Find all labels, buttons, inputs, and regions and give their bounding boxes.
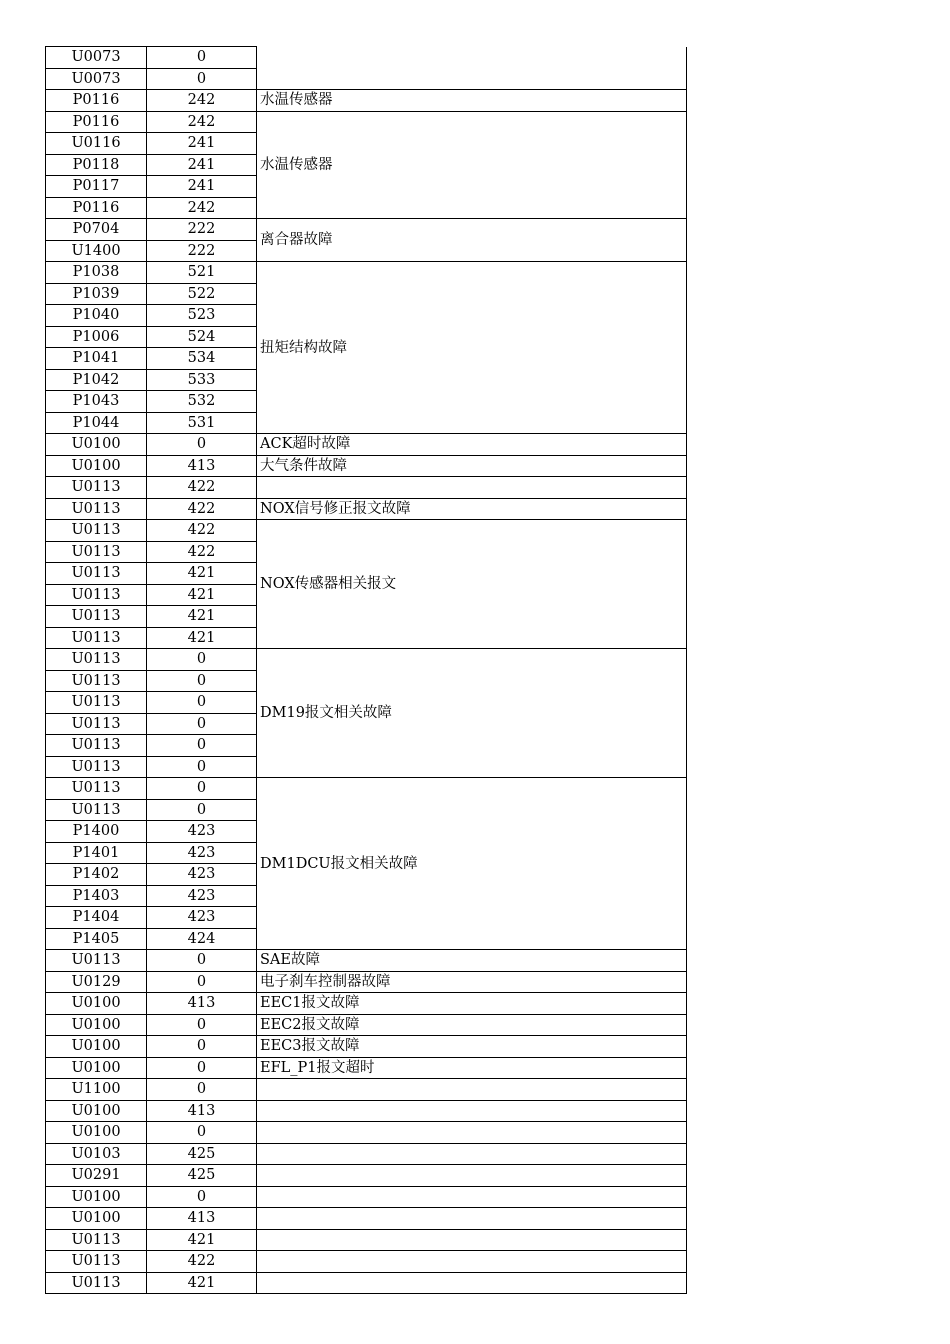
fault-code-cell: U0100 [46,1036,147,1058]
table-row [46,434,687,456]
fault-code-cell: U0113 [46,1272,147,1294]
fault-code-cell: P1042 [46,369,147,391]
fault-value-cell: 242 [147,90,257,112]
fault-code-cell: U0113 [46,541,147,563]
fault-code-cell: U0113 [46,756,147,778]
table-row [46,1229,687,1251]
table-row [46,1014,687,1036]
fault-value-cell: 422 [147,498,257,520]
fault-value-cell: 421 [147,1272,257,1294]
fault-description-cell [257,477,687,499]
table-row [46,1122,687,1144]
fault-value-cell: 424 [147,928,257,950]
fault-code-cell: P1401 [46,842,147,864]
fault-code-cell: U0113 [46,1229,147,1251]
fault-value-cell: 532 [147,391,257,413]
fault-code-cell: U0113 [46,713,147,735]
fault-code-cell: U0100 [46,434,147,456]
fault-value-cell: 425 [147,1165,257,1187]
fault-value-cell: 0 [147,799,257,821]
fault-value-cell: 422 [147,1251,257,1273]
fault-value-cell: 421 [147,1229,257,1251]
table-row [46,971,687,993]
fault-description-cell [257,47,687,90]
fault-code-cell: U0100 [46,1186,147,1208]
fault-description-cell [257,1122,687,1144]
table-row [46,649,687,671]
fault-value-cell: 423 [147,885,257,907]
fault-value-cell: 421 [147,627,257,649]
fault-value-cell: 0 [147,68,257,90]
fault-value-cell: 242 [147,111,257,133]
table-row [46,1143,687,1165]
table-row [46,47,687,69]
fault-value-cell: 0 [147,1057,257,1079]
fault-code-cell: U0113 [46,584,147,606]
fault-description-cell [257,1165,687,1187]
fault-value-cell: 423 [147,842,257,864]
fault-value-cell: 423 [147,864,257,886]
fault-description-cell: 离合器故障 [257,219,687,262]
fault-code-cell: U0100 [46,993,147,1015]
fault-code-cell: U0113 [46,1251,147,1273]
fault-value-cell: 0 [147,670,257,692]
fault-value-cell: 422 [147,520,257,542]
fault-value-cell: 422 [147,541,257,563]
fault-description-cell [257,1186,687,1208]
table-row [46,455,687,477]
fault-description-cell: 扭矩结构故障 [257,262,687,434]
fault-value-cell: 531 [147,412,257,434]
fault-code-cell: P1403 [46,885,147,907]
fault-code-cell: P0117 [46,176,147,198]
fault-code-cell: P0116 [46,111,147,133]
table-row [46,950,687,972]
table-row [46,778,687,800]
fault-code-cell: P1041 [46,348,147,370]
fault-value-cell: 0 [147,971,257,993]
fault-code-cell: P0704 [46,219,147,241]
fault-description-cell: 电子刹车控制器故障 [257,971,687,993]
table-row [46,111,687,133]
fault-value-cell: 222 [147,219,257,241]
fault-code-cell: P1043 [46,391,147,413]
fault-description-cell: ACK超时故障 [257,434,687,456]
table-row [46,520,687,542]
fault-value-cell: 0 [147,1186,257,1208]
fault-value-cell: 0 [147,47,257,69]
table-row [46,477,687,499]
fault-code-cell: U1100 [46,1079,147,1101]
fault-code-cell: P1405 [46,928,147,950]
fault-value-cell: 242 [147,197,257,219]
fault-value-cell: 534 [147,348,257,370]
fault-code-cell: U0073 [46,47,147,69]
table-row [46,1272,687,1294]
fault-description-cell: DM19报文相关故障 [257,649,687,778]
fault-code-cell: U0113 [46,735,147,757]
fault-description-cell: EEC2报文故障 [257,1014,687,1036]
fault-value-cell: 425 [147,1143,257,1165]
fault-code-cell: U0113 [46,950,147,972]
fault-code-cell: P0116 [46,197,147,219]
fault-description-cell: 大气条件故障 [257,455,687,477]
fault-value-cell: 0 [147,950,257,972]
fault-code-cell: P1400 [46,821,147,843]
fault-code-cell: P1402 [46,864,147,886]
fault-value-cell: 0 [147,1036,257,1058]
fault-code-cell: U0113 [46,692,147,714]
fault-value-cell: 413 [147,993,257,1015]
fault-description-cell: 水温传感器 [257,111,687,219]
fault-value-cell: 0 [147,692,257,714]
fault-description-cell [257,1272,687,1294]
fault-code-cell: U0103 [46,1143,147,1165]
table-row [46,219,687,241]
fault-code-cell: U1400 [46,240,147,262]
fault-code-table [45,46,687,1294]
fault-code-cell: U0113 [46,627,147,649]
fault-code-cell: U0113 [46,649,147,671]
fault-value-cell: 222 [147,240,257,262]
fault-value-cell: 423 [147,821,257,843]
fault-value-cell: 0 [147,1014,257,1036]
fault-value-cell: 0 [147,735,257,757]
fault-value-cell: 0 [147,649,257,671]
fault-code-cell: U0113 [46,520,147,542]
fault-description-cell: SAE故障 [257,950,687,972]
fault-code-cell: P1038 [46,262,147,284]
fault-value-cell: 521 [147,262,257,284]
fault-code-cell: U0100 [46,1014,147,1036]
fault-value-cell: 413 [147,455,257,477]
fault-value-cell: 423 [147,907,257,929]
fault-code-cell: U0113 [46,799,147,821]
fault-code-cell: U0073 [46,68,147,90]
fault-code-cell: U0113 [46,498,147,520]
fault-code-cell: P1006 [46,326,147,348]
fault-code-cell: P1044 [46,412,147,434]
fault-code-table-body [46,47,687,1294]
fault-code-cell: U0100 [46,1122,147,1144]
fault-value-cell: 0 [147,1122,257,1144]
fault-value-cell: 413 [147,1100,257,1122]
fault-description-cell [257,1208,687,1230]
fault-value-cell: 523 [147,305,257,327]
fault-code-cell: U0100 [46,455,147,477]
fault-description-cell [257,1100,687,1122]
fault-description-cell [257,1229,687,1251]
table-row [46,1100,687,1122]
table-row [46,993,687,1015]
table-row [46,1079,687,1101]
fault-code-cell: P1404 [46,907,147,929]
fault-value-cell: 0 [147,434,257,456]
fault-description-cell: 水温传感器 [257,90,687,112]
table-row [46,1186,687,1208]
fault-code-cell: P0116 [46,90,147,112]
fault-code-cell: U0100 [46,1208,147,1230]
fault-description-cell: NOX传感器相关报文 [257,520,687,649]
fault-value-cell: 0 [147,1079,257,1101]
fault-value-cell: 241 [147,154,257,176]
fault-value-cell: 524 [147,326,257,348]
fault-code-cell: U0113 [46,563,147,585]
fault-description-cell: DM1DCU报文相关故障 [257,778,687,950]
fault-code-cell: U0100 [46,1100,147,1122]
fault-code-cell: P1040 [46,305,147,327]
table-row [46,498,687,520]
fault-value-cell: 522 [147,283,257,305]
fault-description-cell [257,1143,687,1165]
fault-code-cell: U0116 [46,133,147,155]
fault-code-cell: U0113 [46,477,147,499]
fault-description-cell: EEC1报文故障 [257,993,687,1015]
fault-value-cell: 241 [147,133,257,155]
table-row [46,1036,687,1058]
fault-value-cell: 421 [147,606,257,628]
fault-value-cell: 422 [147,477,257,499]
fault-code-cell: U0291 [46,1165,147,1187]
fault-value-cell: 0 [147,756,257,778]
fault-description-cell [257,1079,687,1101]
fault-description-cell: EFL_P1报文超时 [257,1057,687,1079]
fault-code-cell: U0113 [46,670,147,692]
fault-value-cell: 241 [147,176,257,198]
fault-code-cell: U0113 [46,606,147,628]
fault-code-cell: U0129 [46,971,147,993]
fault-value-cell: 533 [147,369,257,391]
fault-code-cell: U0113 [46,778,147,800]
table-row [46,1165,687,1187]
fault-code-cell: P0118 [46,154,147,176]
fault-value-cell: 0 [147,778,257,800]
fault-code-cell: U0100 [46,1057,147,1079]
fault-value-cell: 421 [147,584,257,606]
table-row [46,1208,687,1230]
fault-value-cell: 0 [147,713,257,735]
fault-description-cell: NOX信号修正报文故障 [257,498,687,520]
table-row [46,262,687,284]
fault-code-cell: P1039 [46,283,147,305]
fault-value-cell: 421 [147,563,257,585]
fault-value-cell: 413 [147,1208,257,1230]
fault-description-cell [257,1251,687,1273]
table-row [46,90,687,112]
fault-description-cell: EEC3报文故障 [257,1036,687,1058]
table-row [46,1057,687,1079]
table-row [46,1251,687,1273]
